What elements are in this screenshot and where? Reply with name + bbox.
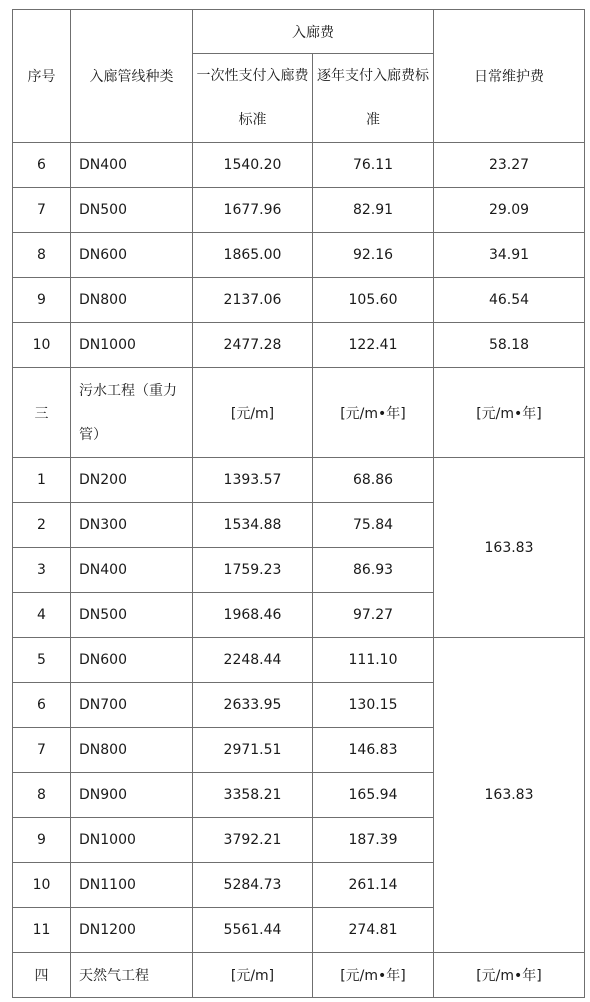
row-pipe-type: DN900 xyxy=(71,773,193,818)
row-annual-fee: 75.84 xyxy=(313,503,434,548)
row-pipe-type: DN400 xyxy=(71,548,193,593)
header-entry-fee: 入廊费 xyxy=(193,10,434,54)
row-one-time-fee: 2633.95 xyxy=(193,683,313,728)
row-one-time-fee: 3358.21 xyxy=(193,773,313,818)
row-annual-fee: 187.39 xyxy=(313,818,434,863)
row-pipe-type: DN1000 xyxy=(71,323,193,368)
row-annual-fee: 146.83 xyxy=(313,728,434,773)
row-one-time-fee: 2248.44 xyxy=(193,638,313,683)
row-seq: 5 xyxy=(13,638,71,683)
row-one-time-fee: 1759.23 xyxy=(193,548,313,593)
table-row xyxy=(13,458,585,503)
header-pipe-type: 入廊管线种类 xyxy=(71,10,193,143)
table-row xyxy=(13,323,585,368)
table-row xyxy=(13,233,585,278)
section-one-time-unit: [元/m] xyxy=(193,953,313,998)
row-pipe-type: DN800 xyxy=(71,728,193,773)
header-seq: 序号 xyxy=(13,10,71,143)
row-annual-fee: 86.93 xyxy=(313,548,434,593)
row-one-time-fee: 1865.00 xyxy=(193,233,313,278)
row-one-time-fee: 2137.06 xyxy=(193,278,313,323)
section-one-time-unit: [元/m] xyxy=(193,368,313,458)
row-annual-fee: 165.94 xyxy=(313,773,434,818)
section-annual-unit: [元/m•年] xyxy=(313,368,434,458)
row-seq: 8 xyxy=(13,773,71,818)
row-one-time-fee: 1540.20 xyxy=(193,143,313,188)
table-row xyxy=(13,188,585,233)
row-seq: 9 xyxy=(13,278,71,323)
row-pipe-type: DN200 xyxy=(71,458,193,503)
row-seq: 7 xyxy=(13,728,71,773)
row-pipe-type: DN1100 xyxy=(71,863,193,908)
row-one-time-fee: 1677.96 xyxy=(193,188,313,233)
row-seq: 6 xyxy=(13,143,71,188)
row-annual-fee: 130.15 xyxy=(313,683,434,728)
section-maintenance-unit: [元/m•年] xyxy=(434,953,585,998)
row-maintenance-fee: 46.54 xyxy=(434,278,585,323)
row-one-time-fee: 5284.73 xyxy=(193,863,313,908)
row-pipe-type: DN600 xyxy=(71,638,193,683)
section-name: 天然气工程 xyxy=(71,953,193,998)
row-pipe-type: DN1000 xyxy=(71,818,193,863)
row-seq: 8 xyxy=(13,233,71,278)
row-pipe-type: DN300 xyxy=(71,503,193,548)
row-seq: 3 xyxy=(13,548,71,593)
row-annual-fee: 82.91 xyxy=(313,188,434,233)
row-annual-fee: 105.60 xyxy=(313,278,434,323)
row-one-time-fee: 1534.88 xyxy=(193,503,313,548)
header-annual-fee: 逐年支付入廊费标准 xyxy=(313,54,434,143)
row-one-time-fee: 1393.57 xyxy=(193,458,313,503)
row-annual-fee: 111.10 xyxy=(313,638,434,683)
row-annual-fee: 261.14 xyxy=(313,863,434,908)
merged-maintenance-fee: 163.83 xyxy=(434,458,585,638)
table-row xyxy=(13,638,585,683)
row-seq: 4 xyxy=(13,593,71,638)
row-maintenance-fee: 23.27 xyxy=(434,143,585,188)
row-annual-fee: 92.16 xyxy=(313,233,434,278)
row-seq: 11 xyxy=(13,908,71,953)
merged-maintenance-fee: 163.83 xyxy=(434,638,585,953)
row-pipe-type: DN600 xyxy=(71,233,193,278)
header-one-time-fee: 一次性支付入廊费标准 xyxy=(193,54,313,143)
section-maintenance-unit: [元/m•年] xyxy=(434,368,585,458)
section-seq: 三 xyxy=(13,368,71,458)
table-row xyxy=(13,143,585,188)
section-row xyxy=(13,368,585,458)
row-seq: 10 xyxy=(13,863,71,908)
row-pipe-type: DN700 xyxy=(71,683,193,728)
header-maintenance-fee: 日常维护费 xyxy=(434,10,585,143)
row-annual-fee: 68.86 xyxy=(313,458,434,503)
row-annual-fee: 274.81 xyxy=(313,908,434,953)
row-annual-fee: 97.27 xyxy=(313,593,434,638)
row-seq: 10 xyxy=(13,323,71,368)
row-seq: 6 xyxy=(13,683,71,728)
fee-table-body xyxy=(13,10,585,998)
row-one-time-fee: 2971.51 xyxy=(193,728,313,773)
section-row xyxy=(13,953,585,998)
row-seq: 1 xyxy=(13,458,71,503)
section-seq: 四 xyxy=(13,953,71,998)
row-one-time-fee: 2477.28 xyxy=(193,323,313,368)
row-one-time-fee: 3792.21 xyxy=(193,818,313,863)
row-pipe-type: DN500 xyxy=(71,593,193,638)
row-maintenance-fee: 29.09 xyxy=(434,188,585,233)
row-pipe-type: DN800 xyxy=(71,278,193,323)
row-seq: 2 xyxy=(13,503,71,548)
section-annual-unit: [元/m•年] xyxy=(313,953,434,998)
row-maintenance-fee: 58.18 xyxy=(434,323,585,368)
table-row xyxy=(13,278,585,323)
section-name: 污水工程（重力管） xyxy=(71,368,193,458)
header-row-1 xyxy=(13,10,585,54)
row-seq: 9 xyxy=(13,818,71,863)
row-pipe-type: DN1200 xyxy=(71,908,193,953)
row-pipe-type: DN400 xyxy=(71,143,193,188)
row-one-time-fee: 1968.46 xyxy=(193,593,313,638)
row-maintenance-fee: 34.91 xyxy=(434,233,585,278)
row-annual-fee: 122.41 xyxy=(313,323,434,368)
row-seq: 7 xyxy=(13,188,71,233)
fee-table xyxy=(12,9,585,998)
row-annual-fee: 76.11 xyxy=(313,143,434,188)
row-one-time-fee: 5561.44 xyxy=(193,908,313,953)
row-pipe-type: DN500 xyxy=(71,188,193,233)
